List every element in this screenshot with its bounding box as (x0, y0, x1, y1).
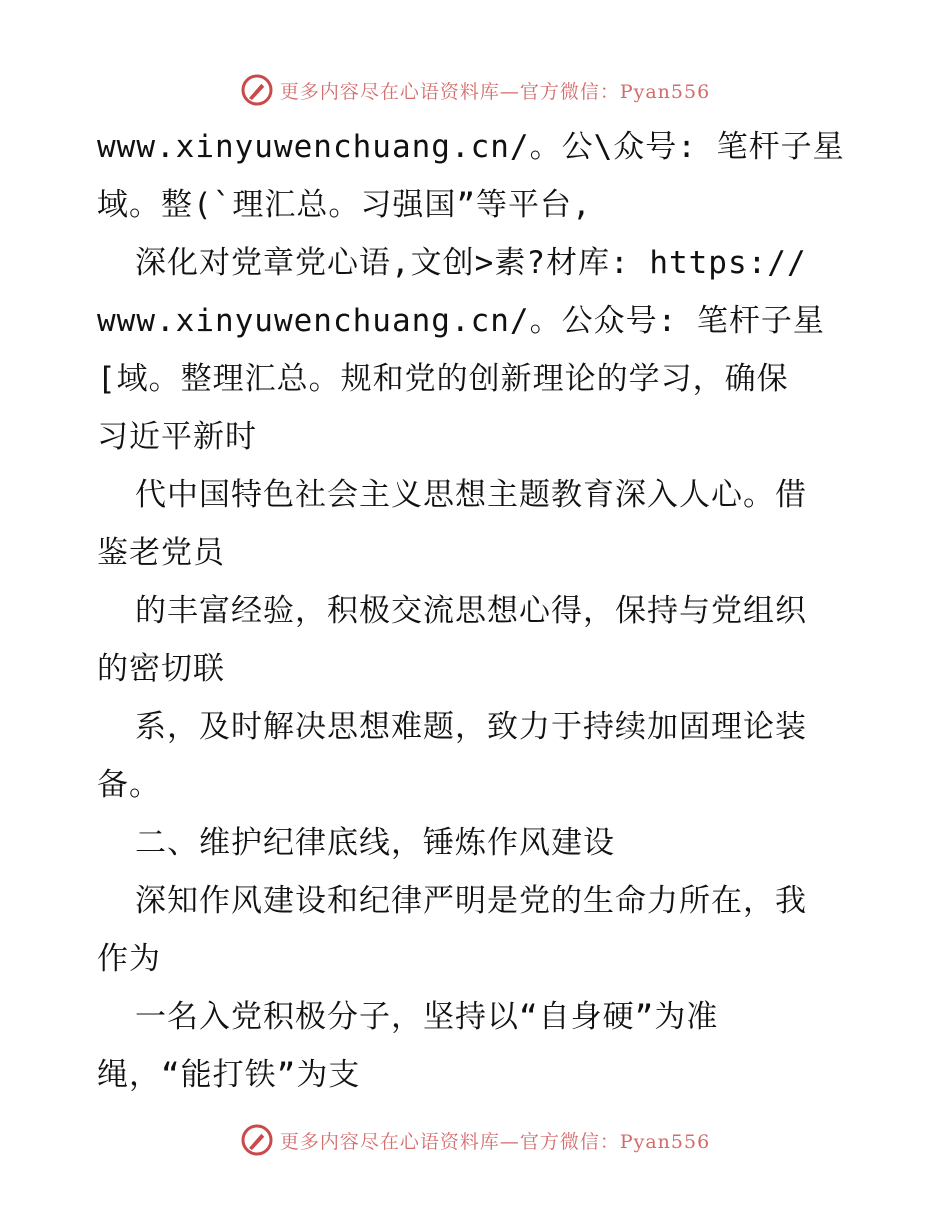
footer-banner-text: 更多内容尽在心语资料库—官方微信：Pyan556 (279, 1130, 711, 1153)
text-line: [域。整理汇总。规和党的创新理论的学习，确保 (97, 361, 789, 397)
text-line: 的密切联 (97, 651, 225, 687)
text-line: 习近平新时 (97, 419, 257, 455)
header-banner-text: 更多内容尽在心语资料库—官方微信：Pyan556 (279, 80, 711, 103)
text-line: 深知作风建设和纪律严明是党的生命力所在，我 (135, 883, 807, 919)
text-line: 作为 (97, 941, 161, 977)
text-line: 一名入党积极分子，坚持以“自身硬”为准 (135, 999, 719, 1035)
text-line: 域。整(`理汇总。习强国”等平台, (97, 187, 592, 223)
text-line: 鉴老党员 (97, 535, 225, 571)
text-line: 的丰富经验，积极交流思想心得，保持与党组织 (135, 593, 807, 629)
text-line: www.xinyuwenchuang.cn/。公\众号: 笔杆子星 (97, 129, 845, 165)
text-line: 深化对党章党心语,文创>素?材库: https:// (135, 245, 807, 281)
document-body (97, 118, 867, 1104)
section-heading: 二、维护纪律底线，锤炼作风建设 (135, 825, 615, 861)
text-line: 代中国特色社会主义思想主题教育深入人心。借 (135, 477, 807, 513)
pen-emblem-icon (240, 73, 274, 107)
text-line: 备。 (97, 767, 161, 803)
pen-emblem-icon (240, 1123, 274, 1157)
text-line: 绳，“能打铁”为支 (97, 1057, 361, 1093)
text-line: www.xinyuwenchuang.cn/。公众号: 笔杆子星 (97, 303, 825, 339)
footer-banner (0, 1120, 950, 1160)
header-banner (0, 70, 950, 110)
text-line: 系，及时解决思想难题，致力于持续加固理论装 (135, 709, 807, 745)
